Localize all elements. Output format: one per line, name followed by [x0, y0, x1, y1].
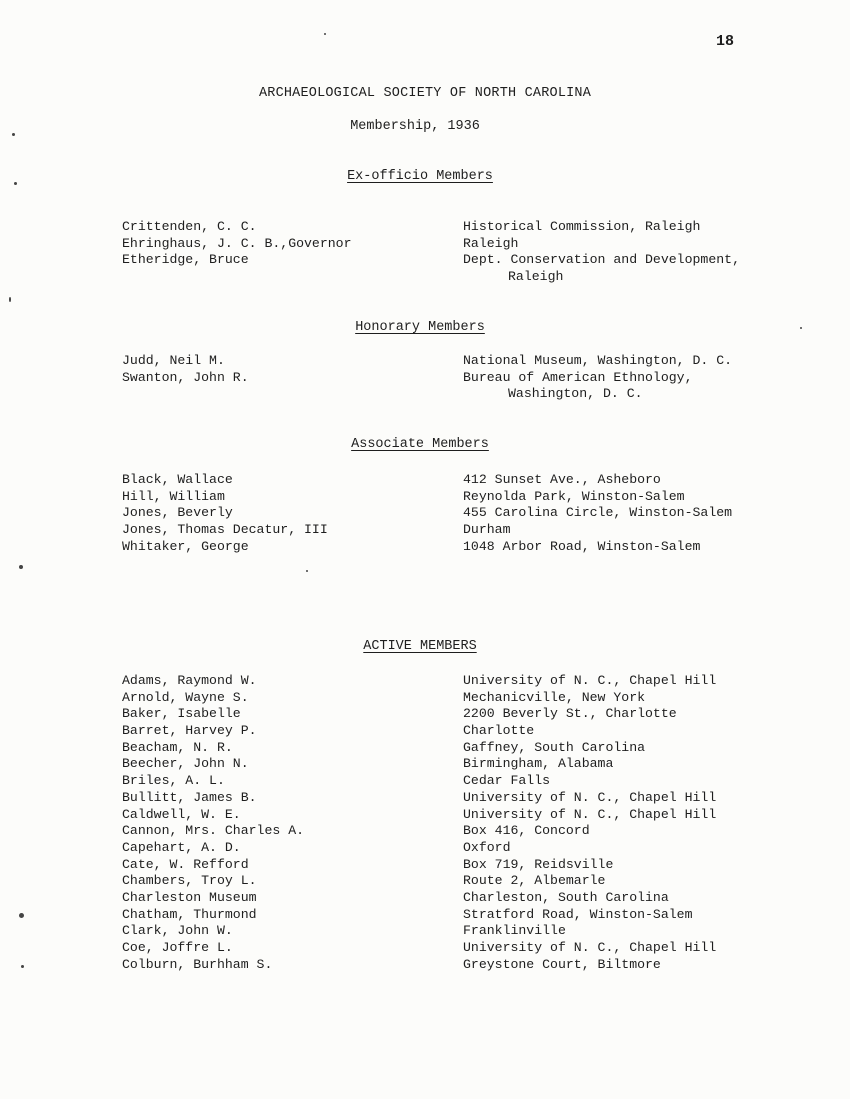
- member-row: [0, 807, 850, 824]
- scan-speck: [306, 570, 308, 572]
- member-name: Crittenden, C. C.: [122, 219, 257, 234]
- member-name: Chatham, Thurmond: [122, 906, 257, 922]
- member-address: University of N. C., Chapel Hill: [463, 940, 717, 955]
- honorary-list: [0, 353, 850, 403]
- member-name: Swanton, John R.: [122, 369, 249, 385]
- member-address: Raleigh: [463, 235, 519, 251]
- member-address: Box 719, Reidsville: [463, 856, 614, 872]
- member-name: Judd, Neil M.: [122, 353, 225, 368]
- member-row: [0, 353, 850, 370]
- member-name: Ehringhaus, J. C. B.,Governor: [122, 235, 352, 251]
- member-name: Whitaker, George: [122, 538, 249, 554]
- member-name: Arnold, Wayne S.: [122, 689, 249, 705]
- member-row: [0, 690, 850, 707]
- member-address: 412 Sunset Ave., Asheboro: [463, 472, 661, 487]
- ex-officio-list: [0, 219, 850, 286]
- member-row: [0, 505, 850, 522]
- member-name: Briles, A. L.: [122, 773, 225, 789]
- scan-speck: [21, 965, 24, 968]
- member-name: Hill, William: [122, 488, 225, 504]
- member-name: Baker, Isabelle: [122, 706, 241, 722]
- member-address: Gaffney, South Carolina: [463, 739, 646, 755]
- member-row: [0, 873, 850, 890]
- member-row: [0, 840, 850, 857]
- member-row: [0, 472, 850, 489]
- member-name: Etheridge, Bruce: [122, 252, 249, 268]
- scan-speck: [800, 327, 802, 329]
- member-row: [0, 539, 850, 556]
- member-row: [0, 219, 850, 236]
- member-name: Beacham, N. R.: [122, 739, 233, 755]
- associate-heading: Associate Members: [351, 437, 489, 452]
- member-row: [0, 957, 850, 974]
- member-address: Durham: [463, 522, 511, 538]
- member-address: 1048 Arbor Road, Winston-Salem: [463, 538, 701, 554]
- member-name: Black, Wallace: [122, 472, 233, 487]
- member-address: National Museum, Washington, D. C.: [463, 353, 733, 368]
- member-name: Jones, Thomas Decatur, III: [122, 522, 328, 538]
- scan-speck: [14, 182, 17, 185]
- document-subtitle: Membership, 1936: [350, 119, 480, 134]
- document-title: ARCHAEOLOGICAL SOCIETY OF NORTH CAROLINA: [258, 86, 592, 101]
- member-name: Capehart, A. D.: [122, 839, 241, 855]
- associate-list: [0, 472, 850, 555]
- member-row: [0, 522, 850, 539]
- active-list: [0, 673, 850, 973]
- member-address: Dept. Conservation and Development,: [463, 252, 740, 268]
- member-row: [0, 773, 850, 790]
- member-name: Caldwell, W. E.: [122, 806, 241, 822]
- member-address: Historical Commission, Raleigh: [463, 219, 701, 234]
- member-name: Charleston Museum: [122, 889, 257, 905]
- member-row: [0, 723, 850, 740]
- member-row: [0, 823, 850, 840]
- member-name: Adams, Raymond W.: [122, 673, 257, 688]
- member-row: [0, 740, 850, 757]
- member-row: [0, 756, 850, 773]
- member-name: Beecher, John N.: [122, 756, 249, 772]
- member-address: 2200 Beverly St., Charlotte: [463, 706, 677, 722]
- active-heading: ACTIVE MEMBERS: [363, 639, 477, 654]
- member-address: Reynolda Park, Winston-Salem: [463, 488, 685, 504]
- member-name: Colburn, Burhham S.: [122, 956, 273, 972]
- member-address: University of N. C., Chapel Hill: [463, 789, 717, 805]
- member-row: [0, 489, 850, 506]
- member-address: University of N. C., Chapel Hill: [463, 806, 717, 822]
- member-address: Charleston, South Carolina: [463, 889, 669, 905]
- member-name: Bullitt, James B.: [122, 789, 257, 805]
- member-address: Cedar Falls: [463, 773, 551, 789]
- member-name: Chambers, Troy L.: [122, 873, 257, 889]
- member-row: [0, 386, 850, 403]
- member-row: [0, 907, 850, 924]
- member-row: [0, 252, 850, 269]
- member-row: [0, 370, 850, 387]
- scan-speck: [12, 133, 15, 136]
- member-address: Stratford Road, Winston-Salem: [463, 906, 693, 922]
- member-address: Mechanicville, New York: [463, 689, 646, 705]
- scan-speck: [19, 565, 23, 569]
- member-address: Franklinville: [463, 923, 566, 939]
- member-name: Cate, W. Refford: [122, 856, 249, 872]
- member-address: Greystone Court, Biltmore: [463, 956, 661, 972]
- member-address: 455 Carolina Circle, Winston-Salem: [463, 505, 733, 521]
- member-row: [0, 857, 850, 874]
- member-name: Jones, Beverly: [122, 505, 233, 521]
- member-row: [0, 706, 850, 723]
- member-address: Charlotte: [463, 723, 535, 739]
- member-address: Bureau of American Ethnology,: [463, 369, 693, 385]
- member-name: Cannon, Mrs. Charles A.: [122, 823, 305, 839]
- member-row: [0, 673, 850, 690]
- member-name: Clark, John W.: [122, 923, 233, 939]
- member-row: [0, 940, 850, 957]
- member-row: [0, 269, 850, 286]
- member-name: Coe, Joffre L.: [122, 940, 233, 955]
- member-address: Washington, D. C.: [508, 386, 643, 402]
- scan-speck: [19, 913, 24, 918]
- member-row: [0, 923, 850, 940]
- member-address: University of N. C., Chapel Hill: [463, 673, 717, 688]
- honorary-heading: Honorary Members: [355, 320, 485, 335]
- member-address: Raleigh: [508, 269, 564, 285]
- member-address: Oxford: [463, 839, 511, 855]
- member-row: [0, 236, 850, 253]
- ex-officio-heading: Ex-officio Members: [347, 169, 493, 184]
- member-row: [0, 790, 850, 807]
- member-address: Route 2, Albemarle: [463, 873, 606, 889]
- member-address: Birmingham, Alabama: [463, 756, 614, 772]
- scan-speck: [324, 33, 326, 35]
- member-name: Barret, Harvey P.: [122, 723, 257, 739]
- page-number: 18: [716, 33, 735, 50]
- scan-speck: [9, 297, 11, 302]
- member-row: [0, 890, 850, 907]
- member-address: Box 416, Concord: [463, 823, 590, 839]
